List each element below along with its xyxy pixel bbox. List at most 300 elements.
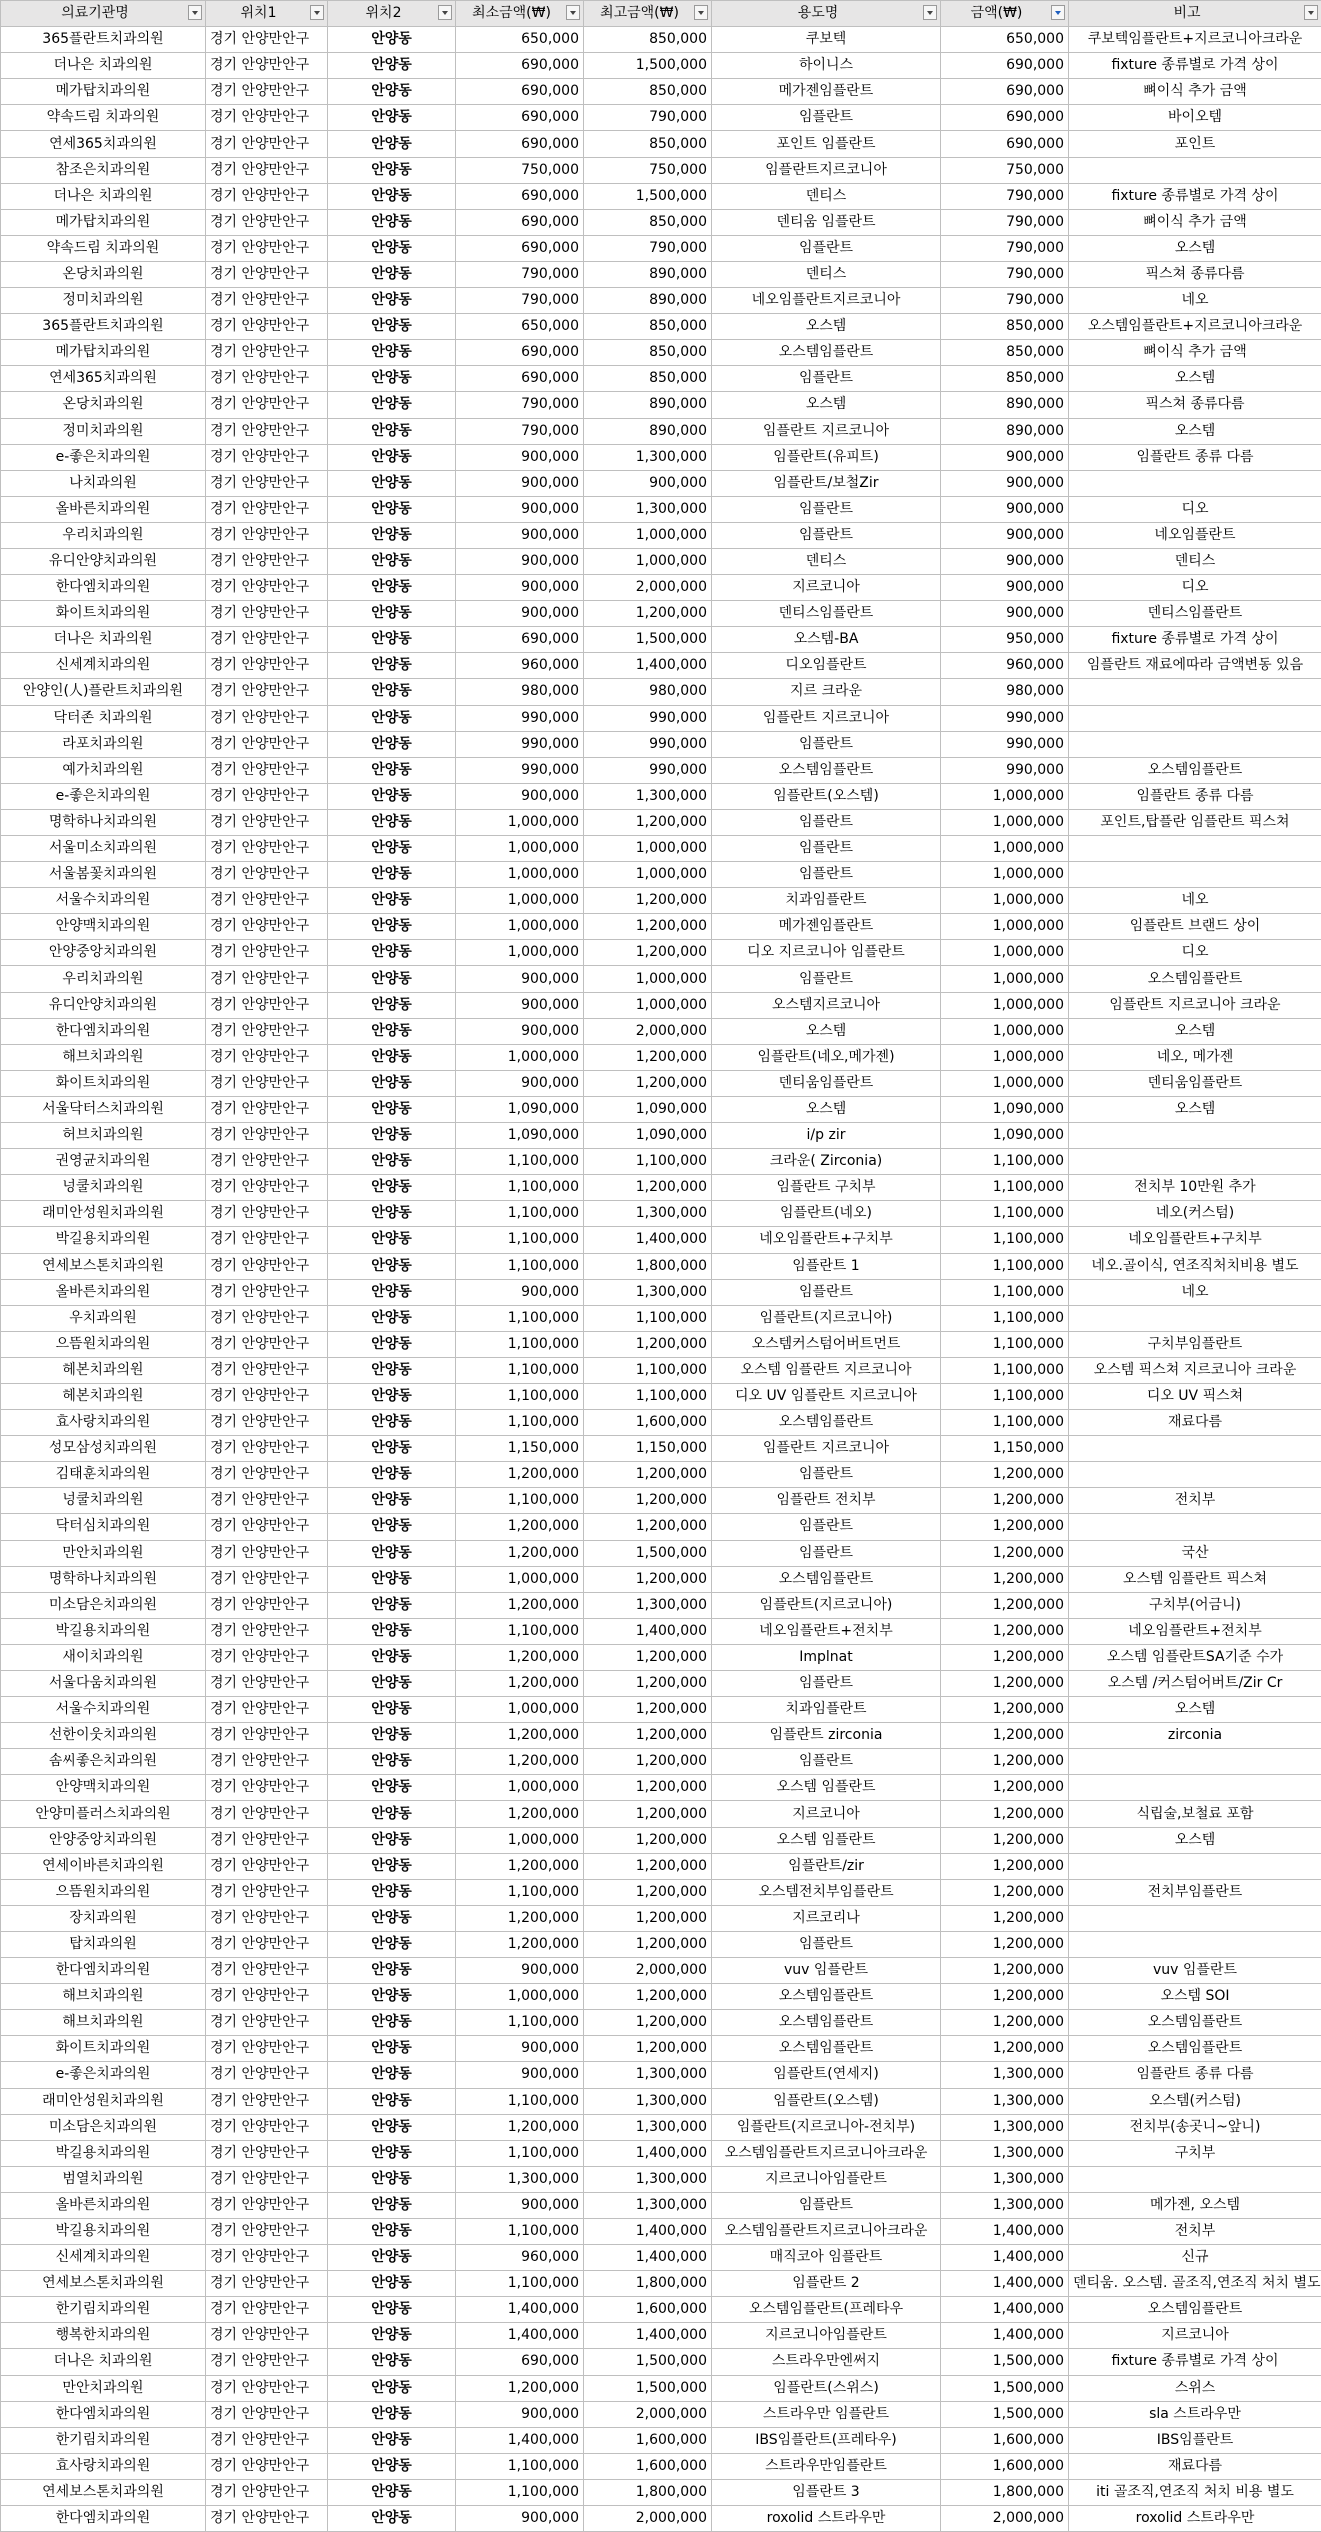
clinic-name-cell[interactable]: 탑치과의원: [1, 1931, 206, 1957]
location2-cell[interactable]: 안양동: [328, 2453, 456, 2479]
max-price-cell[interactable]: 1,600,000: [584, 2453, 712, 2479]
note-cell[interactable]: 지르코니아: [1069, 2323, 1321, 2349]
max-price-cell[interactable]: 1,200,000: [584, 1488, 712, 1514]
min-price-cell[interactable]: 1,100,000: [456, 1357, 584, 1383]
max-price-cell[interactable]: 1,500,000: [584, 2349, 712, 2375]
location1-cell[interactable]: 경기 안양만안구: [206, 1644, 328, 1670]
clinic-name-cell[interactable]: 화이트치과의원: [1, 1070, 206, 1096]
clinic-name-cell[interactable]: 서울닥터스치과의원: [1, 1096, 206, 1122]
clinic-name-cell[interactable]: 범열치과의원: [1, 2166, 206, 2192]
note-cell[interactable]: [1069, 731, 1321, 757]
usage-name-cell[interactable]: 덴티스임플란트: [712, 601, 941, 627]
min-price-cell[interactable]: 900,000: [456, 1018, 584, 1044]
price-cell[interactable]: 1,400,000: [941, 2245, 1069, 2271]
clinic-name-cell[interactable]: 서울수치과의원: [1, 1697, 206, 1723]
min-price-cell[interactable]: 900,000: [456, 2401, 584, 2427]
clinic-name-cell[interactable]: 약속드림 치과의원: [1, 235, 206, 261]
max-price-cell[interactable]: 1,200,000: [584, 1931, 712, 1957]
usage-name-cell[interactable]: 임플란트: [712, 1749, 941, 1775]
min-price-cell[interactable]: 960,000: [456, 2245, 584, 2271]
location2-cell[interactable]: 안양동: [328, 1201, 456, 1227]
location1-cell[interactable]: 경기 안양만안구: [206, 1697, 328, 1723]
min-price-cell[interactable]: 900,000: [456, 522, 584, 548]
min-price-cell[interactable]: 900,000: [456, 1279, 584, 1305]
note-cell[interactable]: 전치부 10만원 추가: [1069, 1175, 1321, 1201]
min-price-cell[interactable]: 650,000: [456, 27, 584, 53]
clinic-name-cell[interactable]: 김태훈치과의원: [1, 1462, 206, 1488]
location2-cell[interactable]: 안양동: [328, 1592, 456, 1618]
usage-name-cell[interactable]: 임플란트 지르코니아: [712, 418, 941, 444]
usage-name-cell[interactable]: i/p zir: [712, 1123, 941, 1149]
min-price-cell[interactable]: 1,100,000: [456, 2271, 584, 2297]
max-price-cell[interactable]: 1,100,000: [584, 1149, 712, 1175]
clinic-name-cell[interactable]: 솜씨좋은치과의원: [1, 1749, 206, 1775]
max-price-cell[interactable]: 850,000: [584, 209, 712, 235]
location2-cell[interactable]: 안양동: [328, 2245, 456, 2271]
max-price-cell[interactable]: 1,090,000: [584, 1123, 712, 1149]
min-price-cell[interactable]: 900,000: [456, 575, 584, 601]
location2-cell[interactable]: 안양동: [328, 2297, 456, 2323]
price-cell[interactable]: 790,000: [941, 235, 1069, 261]
usage-name-cell[interactable]: 지르코니아: [712, 575, 941, 601]
location1-cell[interactable]: 경기 안양만안구: [206, 1070, 328, 1096]
location2-cell[interactable]: 안양동: [328, 1514, 456, 1540]
price-cell[interactable]: 1,300,000: [941, 2192, 1069, 2218]
usage-name-cell[interactable]: IBS임플란트(프레타우): [712, 2427, 941, 2453]
clinic-name-cell[interactable]: 넝쿨치과의원: [1, 1488, 206, 1514]
price-cell[interactable]: 1,200,000: [941, 1827, 1069, 1853]
price-cell[interactable]: 1,200,000: [941, 1671, 1069, 1697]
note-cell[interactable]: [1069, 1931, 1321, 1957]
min-price-cell[interactable]: 900,000: [456, 2036, 584, 2062]
max-price-cell[interactable]: 2,000,000: [584, 1958, 712, 1984]
location1-cell[interactable]: 경기 안양만안구: [206, 1931, 328, 1957]
usage-name-cell[interactable]: 임플란트: [712, 731, 941, 757]
clinic-name-cell[interactable]: 연세보스톤치과의원: [1, 1253, 206, 1279]
min-price-cell[interactable]: 1,100,000: [456, 1383, 584, 1409]
location1-cell[interactable]: 경기 안양만안구: [206, 2453, 328, 2479]
location1-cell[interactable]: 경기 안양만안구: [206, 1618, 328, 1644]
note-cell[interactable]: 전치부: [1069, 1488, 1321, 1514]
min-price-cell[interactable]: 790,000: [456, 418, 584, 444]
price-cell[interactable]: 1,400,000: [941, 2297, 1069, 2323]
usage-name-cell[interactable]: 오스템 임플란트 지르코니아: [712, 1357, 941, 1383]
clinic-name-cell[interactable]: 명학하나치과의원: [1, 809, 206, 835]
location1-cell[interactable]: 경기 안양만안구: [206, 992, 328, 1018]
min-price-cell[interactable]: 900,000: [456, 601, 584, 627]
note-cell[interactable]: 구치부임플란트: [1069, 1331, 1321, 1357]
clinic-name-cell[interactable]: 우리치과의원: [1, 522, 206, 548]
location1-cell[interactable]: 경기 안양만안구: [206, 705, 328, 731]
location2-cell[interactable]: 안양동: [328, 1749, 456, 1775]
max-price-cell[interactable]: 1,800,000: [584, 1253, 712, 1279]
location2-cell[interactable]: 안양동: [328, 1044, 456, 1070]
price-cell[interactable]: 1,090,000: [941, 1123, 1069, 1149]
location2-cell[interactable]: 안양동: [328, 2271, 456, 2297]
usage-name-cell[interactable]: 오스템: [712, 392, 941, 418]
clinic-name-cell[interactable]: 올바른치과의원: [1, 1279, 206, 1305]
price-cell[interactable]: 1,200,000: [941, 1514, 1069, 1540]
price-cell[interactable]: 1,000,000: [941, 1018, 1069, 1044]
location2-cell[interactable]: 안양동: [328, 2166, 456, 2192]
usage-name-cell[interactable]: 덴티스: [712, 548, 941, 574]
location2-cell[interactable]: 안양동: [328, 1253, 456, 1279]
filter-dropdown-icon[interactable]: [566, 5, 580, 20]
min-price-cell[interactable]: 1,000,000: [456, 1827, 584, 1853]
location2-cell[interactable]: 안양동: [328, 575, 456, 601]
usage-name-cell[interactable]: 오스템 임플란트: [712, 1827, 941, 1853]
max-price-cell[interactable]: 1,300,000: [584, 1592, 712, 1618]
note-cell[interactable]: [1069, 1436, 1321, 1462]
location2-cell[interactable]: 안양동: [328, 2140, 456, 2166]
max-price-cell[interactable]: 1,300,000: [584, 444, 712, 470]
location2-cell[interactable]: 안양동: [328, 1853, 456, 1879]
location2-cell[interactable]: 안양동: [328, 2401, 456, 2427]
usage-name-cell[interactable]: 임플란트 3: [712, 2479, 941, 2505]
usage-name-cell[interactable]: 디오 지르코니아 임플란트: [712, 940, 941, 966]
clinic-name-cell[interactable]: 닥터존 치과의원: [1, 705, 206, 731]
note-cell[interactable]: [1069, 1853, 1321, 1879]
location2-cell[interactable]: 안양동: [328, 2088, 456, 2114]
note-cell[interactable]: 오스템임플란트: [1069, 966, 1321, 992]
price-cell[interactable]: 1,200,000: [941, 1592, 1069, 1618]
max-price-cell[interactable]: 1,400,000: [584, 2140, 712, 2166]
min-price-cell[interactable]: 790,000: [456, 261, 584, 287]
location1-cell[interactable]: 경기 안양만안구: [206, 653, 328, 679]
usage-name-cell[interactable]: 쿠보텍: [712, 27, 941, 53]
note-cell[interactable]: 오스템 픽스쳐 지르코니아 크라운: [1069, 1357, 1321, 1383]
location1-cell[interactable]: 경기 안양만안구: [206, 862, 328, 888]
location1-cell[interactable]: 경기 안양만안구: [206, 1044, 328, 1070]
clinic-name-cell[interactable]: 서울미소치과의원: [1, 836, 206, 862]
note-cell[interactable]: 신규: [1069, 2245, 1321, 2271]
note-cell[interactable]: 오스템: [1069, 1697, 1321, 1723]
min-price-cell[interactable]: 1,300,000: [456, 2166, 584, 2192]
clinic-name-cell[interactable]: 서울수치과의원: [1, 888, 206, 914]
usage-name-cell[interactable]: 오스템커스텀어버트먼트: [712, 1331, 941, 1357]
price-cell[interactable]: 1,200,000: [941, 1618, 1069, 1644]
location1-cell[interactable]: 경기 안양만안구: [206, 2349, 328, 2375]
location1-cell[interactable]: 경기 안양만안구: [206, 288, 328, 314]
max-price-cell[interactable]: 900,000: [584, 470, 712, 496]
note-cell[interactable]: [1069, 1905, 1321, 1931]
location2-cell[interactable]: 안양동: [328, 1801, 456, 1827]
min-price-cell[interactable]: 900,000: [456, 1958, 584, 1984]
min-price-cell[interactable]: 900,000: [456, 2506, 584, 2532]
clinic-name-cell[interactable]: 래미안성원치과의원: [1, 1201, 206, 1227]
usage-name-cell[interactable]: Implnat: [712, 1644, 941, 1670]
clinic-name-cell[interactable]: 한기림치과의원: [1, 2427, 206, 2453]
clinic-name-cell[interactable]: e-좋은치과의원: [1, 444, 206, 470]
min-price-cell[interactable]: 1,200,000: [456, 2375, 584, 2401]
note-cell[interactable]: 네오: [1069, 1279, 1321, 1305]
price-cell[interactable]: 960,000: [941, 653, 1069, 679]
note-cell[interactable]: [1069, 1149, 1321, 1175]
max-price-cell[interactable]: 1,600,000: [584, 2297, 712, 2323]
min-price-cell[interactable]: 1,200,000: [456, 1801, 584, 1827]
usage-name-cell[interactable]: 임플란트(네오,메가젠): [712, 1044, 941, 1070]
usage-name-cell[interactable]: 오스템지르코니아: [712, 992, 941, 1018]
usage-name-cell[interactable]: 오스템 임플란트: [712, 1775, 941, 1801]
note-cell[interactable]: 픽스쳐 종류다름: [1069, 392, 1321, 418]
location1-cell[interactable]: 경기 안양만안구: [206, 392, 328, 418]
note-cell[interactable]: 바이오템: [1069, 105, 1321, 131]
usage-name-cell[interactable]: 임플란트/보철Zir: [712, 470, 941, 496]
clinic-name-cell[interactable]: 성모삼성치과의원: [1, 1436, 206, 1462]
location1-cell[interactable]: 경기 안양만안구: [206, 105, 328, 131]
max-price-cell[interactable]: 890,000: [584, 418, 712, 444]
location1-cell[interactable]: 경기 안양만안구: [206, 601, 328, 627]
note-cell[interactable]: 오스템임플란트: [1069, 757, 1321, 783]
usage-name-cell[interactable]: 임플란트: [712, 862, 941, 888]
max-price-cell[interactable]: 1,200,000: [584, 1671, 712, 1697]
usage-name-cell[interactable]: 임플란트: [712, 1514, 941, 1540]
price-cell[interactable]: 1,300,000: [941, 2166, 1069, 2192]
location2-cell[interactable]: 안양동: [328, 1018, 456, 1044]
clinic-name-cell[interactable]: 유디안양치과의원: [1, 548, 206, 574]
location2-cell[interactable]: 안양동: [328, 2506, 456, 2532]
location1-cell[interactable]: 경기 안양만안구: [206, 2375, 328, 2401]
clinic-name-cell[interactable]: 화이트치과의원: [1, 601, 206, 627]
min-price-cell[interactable]: 1,100,000: [456, 2453, 584, 2479]
price-cell[interactable]: 900,000: [941, 470, 1069, 496]
location1-cell[interactable]: 경기 안양만안구: [206, 2506, 328, 2532]
filter-dropdown-icon[interactable]: [694, 5, 708, 20]
note-cell[interactable]: [1069, 157, 1321, 183]
price-cell[interactable]: 1,100,000: [941, 1331, 1069, 1357]
price-cell[interactable]: 1,000,000: [941, 940, 1069, 966]
min-price-cell[interactable]: 900,000: [456, 470, 584, 496]
location2-cell[interactable]: 안양동: [328, 1827, 456, 1853]
filter-dropdown-icon[interactable]: [310, 5, 324, 20]
price-cell[interactable]: 990,000: [941, 731, 1069, 757]
min-price-cell[interactable]: 690,000: [456, 79, 584, 105]
clinic-name-cell[interactable]: 연세보스톤치과의원: [1, 2271, 206, 2297]
usage-name-cell[interactable]: 지르코니아임플란트: [712, 2166, 941, 2192]
location1-cell[interactable]: 경기 안양만안구: [206, 2062, 328, 2088]
note-cell[interactable]: 임플란트 종류 다름: [1069, 444, 1321, 470]
min-price-cell[interactable]: 1,100,000: [456, 1488, 584, 1514]
note-cell[interactable]: [1069, 705, 1321, 731]
location2-cell[interactable]: 안양동: [328, 1149, 456, 1175]
clinic-name-cell[interactable]: 해브치과의원: [1, 2010, 206, 2036]
max-price-cell[interactable]: 1,200,000: [584, 1879, 712, 1905]
price-cell[interactable]: 690,000: [941, 79, 1069, 105]
usage-name-cell[interactable]: 임플란트(스위스): [712, 2375, 941, 2401]
min-price-cell[interactable]: 1,100,000: [456, 1618, 584, 1644]
usage-name-cell[interactable]: 지르코리나: [712, 1905, 941, 1931]
usage-name-cell[interactable]: roxolid 스트라우만: [712, 2506, 941, 2532]
min-price-cell[interactable]: 1,200,000: [456, 1723, 584, 1749]
min-price-cell[interactable]: 900,000: [456, 1070, 584, 1096]
price-cell[interactable]: 1,100,000: [941, 1357, 1069, 1383]
price-cell[interactable]: 1,200,000: [941, 1958, 1069, 1984]
max-price-cell[interactable]: 2,000,000: [584, 2401, 712, 2427]
max-price-cell[interactable]: 1,200,000: [584, 1775, 712, 1801]
location1-cell[interactable]: 경기 안양만안구: [206, 2088, 328, 2114]
max-price-cell[interactable]: 1,000,000: [584, 862, 712, 888]
note-cell[interactable]: 임플란트 지르코니아 크라운: [1069, 992, 1321, 1018]
usage-name-cell[interactable]: 오스템임플란트: [712, 340, 941, 366]
min-price-cell[interactable]: 1,400,000: [456, 2323, 584, 2349]
max-price-cell[interactable]: 1,200,000: [584, 1697, 712, 1723]
max-price-cell[interactable]: 1,800,000: [584, 2479, 712, 2505]
note-cell[interactable]: 임플란트 종류 다름: [1069, 2062, 1321, 2088]
location1-cell[interactable]: 경기 안양만안구: [206, 183, 328, 209]
location1-cell[interactable]: 경기 안양만안구: [206, 1827, 328, 1853]
min-price-cell[interactable]: 1,400,000: [456, 2427, 584, 2453]
min-price-cell[interactable]: 1,200,000: [456, 1931, 584, 1957]
location1-cell[interactable]: 경기 안양만안구: [206, 2297, 328, 2323]
max-price-cell[interactable]: 1,200,000: [584, 1514, 712, 1540]
min-price-cell[interactable]: 900,000: [456, 966, 584, 992]
max-price-cell[interactable]: 790,000: [584, 105, 712, 131]
usage-name-cell[interactable]: 임플란트: [712, 1540, 941, 1566]
location2-cell[interactable]: 안양동: [328, 1096, 456, 1122]
max-price-cell[interactable]: 1,200,000: [584, 2010, 712, 2036]
location1-cell[interactable]: 경기 안양만안구: [206, 1410, 328, 1436]
note-cell[interactable]: [1069, 862, 1321, 888]
max-price-cell[interactable]: 1,000,000: [584, 548, 712, 574]
usage-name-cell[interactable]: 오스템임플란트(프레타우: [712, 2297, 941, 2323]
location2-cell[interactable]: 안양동: [328, 2062, 456, 2088]
clinic-name-cell[interactable]: 효사랑치과의원: [1, 2453, 206, 2479]
location2-cell[interactable]: 안양동: [328, 1905, 456, 1931]
clinic-name-cell[interactable]: 권영균치과의원: [1, 1149, 206, 1175]
usage-name-cell[interactable]: 오스템-BA: [712, 627, 941, 653]
usage-name-cell[interactable]: 임플란트: [712, 809, 941, 835]
note-cell[interactable]: 뼈이식 추가 금액: [1069, 340, 1321, 366]
price-cell[interactable]: 990,000: [941, 705, 1069, 731]
max-price-cell[interactable]: 1,300,000: [584, 2088, 712, 2114]
note-cell[interactable]: 임플란트 재료에따라 금액변동 있음: [1069, 653, 1321, 679]
clinic-name-cell[interactable]: e-좋은치과의원: [1, 2062, 206, 2088]
max-price-cell[interactable]: 1,200,000: [584, 1853, 712, 1879]
max-price-cell[interactable]: 1,200,000: [584, 1044, 712, 1070]
usage-name-cell[interactable]: 오스템: [712, 314, 941, 340]
location2-cell[interactable]: 안양동: [328, 966, 456, 992]
clinic-name-cell[interactable]: 우치과의원: [1, 1305, 206, 1331]
price-cell[interactable]: 1,000,000: [941, 914, 1069, 940]
min-price-cell[interactable]: 1,200,000: [456, 2114, 584, 2140]
min-price-cell[interactable]: 1,100,000: [456, 1305, 584, 1331]
usage-name-cell[interactable]: 임플란트(지르코니아-전치부): [712, 2114, 941, 2140]
location1-cell[interactable]: 경기 안양만안구: [206, 209, 328, 235]
min-price-cell[interactable]: 690,000: [456, 131, 584, 157]
max-price-cell[interactable]: 1,000,000: [584, 966, 712, 992]
price-cell[interactable]: 1,150,000: [941, 1436, 1069, 1462]
min-price-cell[interactable]: 1,100,000: [456, 2088, 584, 2114]
location1-cell[interactable]: 경기 안양만안구: [206, 731, 328, 757]
price-cell[interactable]: 1,100,000: [941, 1410, 1069, 1436]
min-price-cell[interactable]: 1,100,000: [456, 1175, 584, 1201]
location2-cell[interactable]: 안양동: [328, 1383, 456, 1409]
location1-cell[interactable]: 경기 안양만안구: [206, 496, 328, 522]
note-cell[interactable]: roxolid 스트라우만: [1069, 2506, 1321, 2532]
usage-name-cell[interactable]: 하이니스: [712, 53, 941, 79]
min-price-cell[interactable]: 1,200,000: [456, 1905, 584, 1931]
location1-cell[interactable]: 경기 안양만안구: [206, 1775, 328, 1801]
max-price-cell[interactable]: 890,000: [584, 288, 712, 314]
location1-cell[interactable]: 경기 안양만안구: [206, 1227, 328, 1253]
max-price-cell[interactable]: 990,000: [584, 731, 712, 757]
clinic-name-cell[interactable]: 미소담은치과의원: [1, 2114, 206, 2140]
usage-name-cell[interactable]: 임플란트 구치부: [712, 1175, 941, 1201]
clinic-name-cell[interactable]: 행복한치과의원: [1, 2323, 206, 2349]
usage-name-cell[interactable]: 임플란트(지르코니아): [712, 1305, 941, 1331]
location2-cell[interactable]: 안양동: [328, 1488, 456, 1514]
location2-cell[interactable]: 안양동: [328, 757, 456, 783]
note-cell[interactable]: sla 스트라우만: [1069, 2401, 1321, 2427]
usage-name-cell[interactable]: 오스템임플란트: [712, 757, 941, 783]
location1-cell[interactable]: 경기 안양만안구: [206, 2036, 328, 2062]
clinic-name-cell[interactable]: 으뜸원치과의원: [1, 1879, 206, 1905]
min-price-cell[interactable]: 1,200,000: [456, 1853, 584, 1879]
usage-name-cell[interactable]: 스트라우만 임플란트: [712, 2401, 941, 2427]
clinic-name-cell[interactable]: 365플란트치과의원: [1, 27, 206, 53]
location1-cell[interactable]: 경기 안양만안구: [206, 2427, 328, 2453]
usage-name-cell[interactable]: 매직코아 임플란트: [712, 2245, 941, 2271]
location2-cell[interactable]: 안양동: [328, 288, 456, 314]
price-cell[interactable]: 1,090,000: [941, 1096, 1069, 1122]
location2-cell[interactable]: 안양동: [328, 1410, 456, 1436]
price-cell[interactable]: 1,000,000: [941, 809, 1069, 835]
clinic-name-cell[interactable]: 서울다움치과의원: [1, 1671, 206, 1697]
location1-cell[interactable]: 경기 안양만안구: [206, 809, 328, 835]
max-price-cell[interactable]: 1,400,000: [584, 653, 712, 679]
price-cell[interactable]: 850,000: [941, 314, 1069, 340]
location2-cell[interactable]: 안양동: [328, 2323, 456, 2349]
note-cell[interactable]: [1069, 470, 1321, 496]
note-cell[interactable]: 네오임플란트+전치부: [1069, 1618, 1321, 1644]
price-cell[interactable]: 1,200,000: [941, 2036, 1069, 2062]
min-price-cell[interactable]: 1,000,000: [456, 1566, 584, 1592]
min-price-cell[interactable]: 990,000: [456, 731, 584, 757]
note-cell[interactable]: [1069, 1123, 1321, 1149]
location1-cell[interactable]: 경기 안양만안구: [206, 418, 328, 444]
location1-cell[interactable]: 경기 안양만안구: [206, 53, 328, 79]
min-price-cell[interactable]: 1,100,000: [456, 1253, 584, 1279]
location2-cell[interactable]: 안양동: [328, 366, 456, 392]
usage-name-cell[interactable]: 임플란트 전치부: [712, 1488, 941, 1514]
max-price-cell[interactable]: 1,400,000: [584, 1618, 712, 1644]
note-cell[interactable]: 오스템(커스텀): [1069, 2088, 1321, 2114]
usage-name-cell[interactable]: 오스템임플란트지르코니아크라운: [712, 2140, 941, 2166]
location2-cell[interactable]: 안양동: [328, 1540, 456, 1566]
note-cell[interactable]: 오스템: [1069, 235, 1321, 261]
location2-cell[interactable]: 안양동: [328, 2427, 456, 2453]
usage-name-cell[interactable]: 임플란트(네오): [712, 1201, 941, 1227]
min-price-cell[interactable]: 1,150,000: [456, 1436, 584, 1462]
note-cell[interactable]: 네오.골이식, 연조직처치비용 별도: [1069, 1253, 1321, 1279]
price-cell[interactable]: 1,000,000: [941, 966, 1069, 992]
price-cell[interactable]: 900,000: [941, 496, 1069, 522]
note-cell[interactable]: 구치부(어금니): [1069, 1592, 1321, 1618]
location2-cell[interactable]: 안양동: [328, 157, 456, 183]
location1-cell[interactable]: 경기 안양만안구: [206, 1905, 328, 1931]
price-cell[interactable]: 1,500,000: [941, 2375, 1069, 2401]
max-price-cell[interactable]: 790,000: [584, 235, 712, 261]
note-cell[interactable]: fixture 종류별로 가격 상이: [1069, 2349, 1321, 2375]
location1-cell[interactable]: 경기 안양만안구: [206, 2479, 328, 2505]
note-cell[interactable]: iti 골조직,연조직 처치 비용 별도: [1069, 2479, 1321, 2505]
clinic-name-cell[interactable]: 올바른치과의원: [1, 496, 206, 522]
clinic-name-cell[interactable]: 연세365치과의원: [1, 131, 206, 157]
min-price-cell[interactable]: 690,000: [456, 53, 584, 79]
clinic-name-cell[interactable]: 우리치과의원: [1, 966, 206, 992]
clinic-name-cell[interactable]: 한다엠치과의원: [1, 575, 206, 601]
usage-name-cell[interactable]: 지르코니아임플란트: [712, 2323, 941, 2349]
